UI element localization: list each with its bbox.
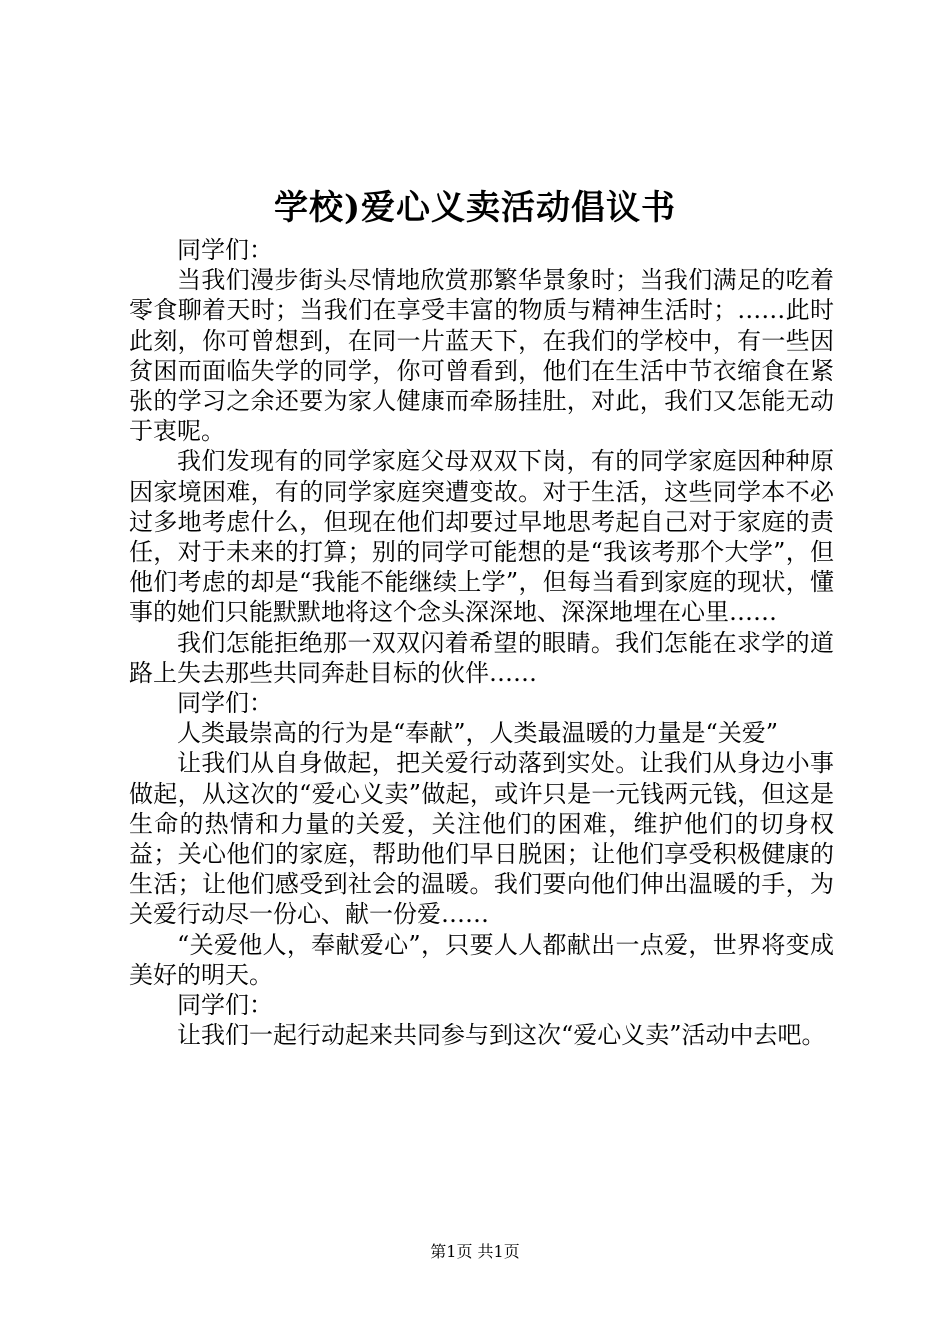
body-paragraph: 人类最崇高的行为是“奉献”，人类最温暖的力量是“关爱” bbox=[177, 719, 779, 748]
salutation: 同学们： bbox=[177, 991, 273, 1020]
salutation: 同学们： bbox=[177, 236, 273, 264]
salutation: 同学们： bbox=[177, 689, 273, 718]
body-paragraph: 我们怎能拒绝那一双双闪着希望的眼睛。我们怎能在求学的道路上失去那些共同奔赴目标的伙伴…… bbox=[129, 628, 834, 687]
body-paragraph: 当我们漫步街头尽情地欣赏那繁华景象时；当我们满足的吃着零食聊着天时；当我们在享受丰富的物质与精神生活时；……此时此刻，你可曾想到，在同一片蓝天下，在我们的学校中，有一些因贫困而面临失学的同学，你可曾看到，他们在生活中节衣缩食在紧张的学习之余还要为家人健康而牵肠挂肚，对此，我们又怎能无动于衷呢。 bbox=[129, 266, 834, 446]
body-paragraph: 我们发现有的同学家庭父母双双下岗，有的同学家庭因种种原因家境困难，有的同学家庭突遭变故。对于生活，这些同学本不必过多地考虑什么，但现在他们却要过早地思考起自己对于家庭的责任，对于未来的打算；别的同学可能想的是“我该考那个大学”，但他们考虑的却是“我能不能继续上学”，但每当看到家庭的现状，懂事的她们只能默默地将这个念头深深地、深深地埋在心里…… bbox=[129, 447, 834, 627]
document-body bbox=[129, 235, 834, 1050]
page-number-footer: 第1页 共1页 bbox=[430, 1242, 520, 1261]
body-paragraph: 让我们一起行动起来共同参与到这次“爱心义卖”活动中去吧。 bbox=[177, 1021, 826, 1050]
document-title: 学校)爱心义卖活动倡议书 bbox=[273, 188, 677, 228]
body-paragraph: “关爱他人，奉献爱心”，只要人人都献出一点爱，世界将变成美好的明天。 bbox=[129, 930, 834, 989]
body-paragraph: 让我们从自身做起，把关爱行动落到实处。让我们从身边小事做起，从这次的“爱心义卖”做起，或许只是一元钱两元钱，但这是生命的热情和力量的关爱，关注他们的困难，维护他们的切身权益；关心他们的家庭，帮助他们早日脱困；让他们享受积极健康的生活；让他们感受到社会的温暖。我们要向他们伸出温暖的手，为关爱行动尽一份心、献一份爱…… bbox=[129, 749, 834, 929]
